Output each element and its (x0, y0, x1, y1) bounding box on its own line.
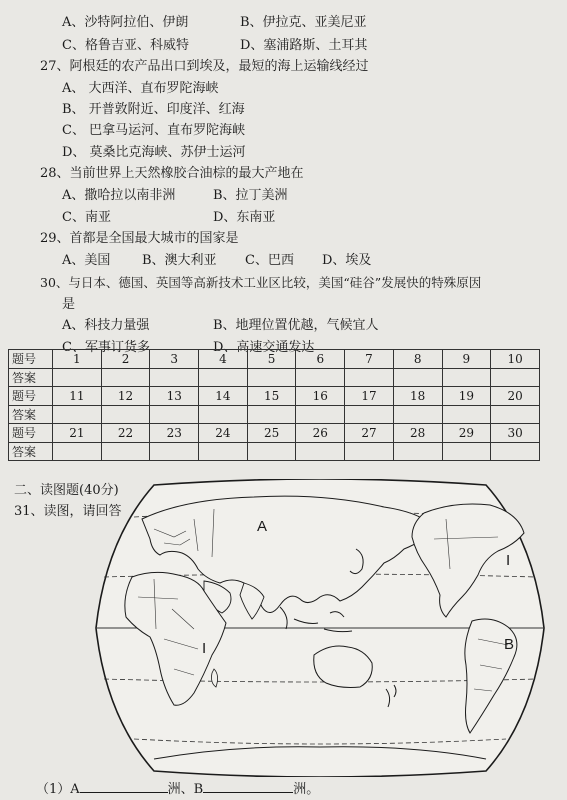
answer-cell[interactable] (53, 405, 102, 424)
q28-option-c: C、南亚 (62, 210, 111, 225)
q29-option-d: D、埃及 (322, 253, 372, 268)
answer-cell[interactable] (150, 368, 199, 387)
answer-cell[interactable] (150, 442, 199, 461)
answer-cell[interactable] (247, 405, 296, 424)
q28-stem: 28、当前世界上天然橡胶合油棕的最大产地在 (40, 166, 304, 181)
answer-cell[interactable] (491, 368, 540, 387)
q31-sub1 (36, 780, 319, 798)
grid-row-q1 (9, 350, 540, 369)
q26-option-a: A、沙特阿拉伯、伊朗 (62, 15, 189, 30)
q26-option-b: B、伊拉克、亚美尼亚 (240, 15, 367, 30)
answer-cell[interactable] (53, 442, 102, 461)
answer-cell[interactable] (101, 442, 150, 461)
grid-cell: 1 (53, 350, 102, 369)
q26-option-d: D、塞浦路斯、土耳其 (240, 38, 368, 53)
answer-cell[interactable] (491, 405, 540, 424)
answer-cell[interactable] (296, 368, 345, 387)
answer-cell[interactable] (393, 442, 442, 461)
answer-cell[interactable] (345, 405, 394, 424)
answer-cell[interactable] (345, 368, 394, 387)
q29-stem: 29、首都是全国最大城市的国家是 (40, 231, 239, 246)
grid-cell: 15 (247, 387, 296, 406)
q28-option-d: D、东南亚 (213, 210, 276, 225)
grid-cell: 28 (393, 424, 442, 443)
q30-stem-line2: 是 (62, 297, 76, 312)
map-label-i-right: I (506, 552, 511, 569)
answer-cell[interactable] (101, 368, 150, 387)
answer-cell[interactable] (491, 442, 540, 461)
world-map (94, 479, 546, 777)
q31-stem: 31、读图，请回答 (14, 504, 122, 519)
q30-stem-line1: 30、与日本、德国、英国等高新技术工业区比较，美国“硅谷”发展快的特殊原因 (40, 275, 482, 290)
q27-option-c: C、 巴拿马运河、直布罗陀海峡 (62, 123, 246, 138)
grid-cell: 19 (442, 387, 491, 406)
q27-option-a: A、 大西洋、直布罗陀海峡 (62, 81, 219, 96)
answer-cell[interactable] (345, 442, 394, 461)
answer-cell[interactable] (101, 405, 150, 424)
grid-cell: 16 (296, 387, 345, 406)
q29-option-c: C、巴西 (245, 253, 294, 268)
map-label-a: A (257, 518, 268, 535)
grid-row-a2 (9, 405, 540, 424)
fill-suffix: 洲。 (293, 782, 320, 797)
q28-option-b: B、拉丁美洲 (213, 188, 288, 203)
grid-cell: 24 (199, 424, 248, 443)
grid-cell: 23 (150, 424, 199, 443)
grid-label-question: 题号 (9, 387, 53, 406)
grid-cell: 5 (247, 350, 296, 369)
map-label-b: B (504, 636, 515, 653)
answer-grid (8, 349, 540, 461)
q26-option-c: C、格鲁吉亚、科威特 (62, 38, 189, 53)
grid-cell: 4 (199, 350, 248, 369)
grid-cell: 8 (393, 350, 442, 369)
answer-cell[interactable] (150, 405, 199, 424)
q28-option-a: A、撒哈拉以南非洲 (62, 188, 176, 203)
q27-option-d: D、 莫桑比克海峡、苏伊士运河 (62, 145, 246, 160)
q29-option-b: B、澳大利亚 (142, 253, 217, 268)
answer-cell[interactable] (53, 368, 102, 387)
grid-row-a3 (9, 442, 540, 461)
blank-a[interactable] (80, 780, 168, 793)
grid-cell: 29 (442, 424, 491, 443)
grid-cell: 18 (393, 387, 442, 406)
grid-cell: 9 (442, 350, 491, 369)
grid-row-q3 (9, 424, 540, 443)
fill-prefix: （1）A (36, 782, 80, 797)
grid-cell: 7 (345, 350, 394, 369)
grid-cell: 26 (296, 424, 345, 443)
grid-label-question: 题号 (9, 424, 53, 443)
grid-label-answer: 答案 (9, 405, 53, 424)
q30-option-d: D、高速交通发达 (213, 340, 315, 355)
grid-cell: 10 (491, 350, 540, 369)
grid-cell: 30 (491, 424, 540, 443)
answer-cell[interactable] (442, 368, 491, 387)
answer-cell[interactable] (199, 405, 248, 424)
grid-cell: 14 (199, 387, 248, 406)
map-label-i-left: I (202, 640, 207, 657)
answer-cell[interactable] (296, 405, 345, 424)
q29-option-a: A、美国 (62, 253, 111, 268)
grid-label-question: 题号 (9, 350, 53, 369)
grid-cell: 6 (296, 350, 345, 369)
grid-row-a1 (9, 368, 540, 387)
fill-mid: 洲、B (167, 782, 204, 797)
grid-cell: 25 (247, 424, 296, 443)
grid-cell: 12 (101, 387, 150, 406)
section-2-title: 二、读图题(40分) (14, 483, 119, 498)
answer-cell[interactable] (247, 368, 296, 387)
grid-row-q2 (9, 387, 540, 406)
answer-cell[interactable] (442, 442, 491, 461)
answer-cell[interactable] (247, 442, 296, 461)
blank-b[interactable] (203, 780, 293, 793)
grid-cell: 2 (101, 350, 150, 369)
world-map-svg (94, 479, 546, 777)
grid-cell: 27 (345, 424, 394, 443)
grid-cell: 3 (150, 350, 199, 369)
grid-cell: 21 (53, 424, 102, 443)
grid-cell: 20 (491, 387, 540, 406)
grid-cell: 13 (150, 387, 199, 406)
answer-cell[interactable] (393, 368, 442, 387)
grid-cell: 22 (101, 424, 150, 443)
answer-cell[interactable] (199, 368, 248, 387)
q27-stem: 27、阿根廷的农产品出口到埃及，最短的海上运输线经过 (40, 59, 369, 74)
answer-cell[interactable] (393, 405, 442, 424)
q30-option-a: A、科技力量强 (62, 318, 150, 333)
answer-cell[interactable] (442, 405, 491, 424)
q27-option-b: B、 开普敦附近、印度洋、红海 (62, 102, 245, 117)
answer-cell[interactable] (199, 442, 248, 461)
grid-cell: 11 (53, 387, 102, 406)
grid-cell: 17 (345, 387, 394, 406)
q30-option-b: B、地理位置优越，气候宜人 (213, 318, 379, 333)
grid-label-answer: 答案 (9, 368, 53, 387)
q30-option-c: C、军事订货多 (62, 340, 150, 355)
answer-cell[interactable] (296, 442, 345, 461)
grid-label-answer: 答案 (9, 442, 53, 461)
